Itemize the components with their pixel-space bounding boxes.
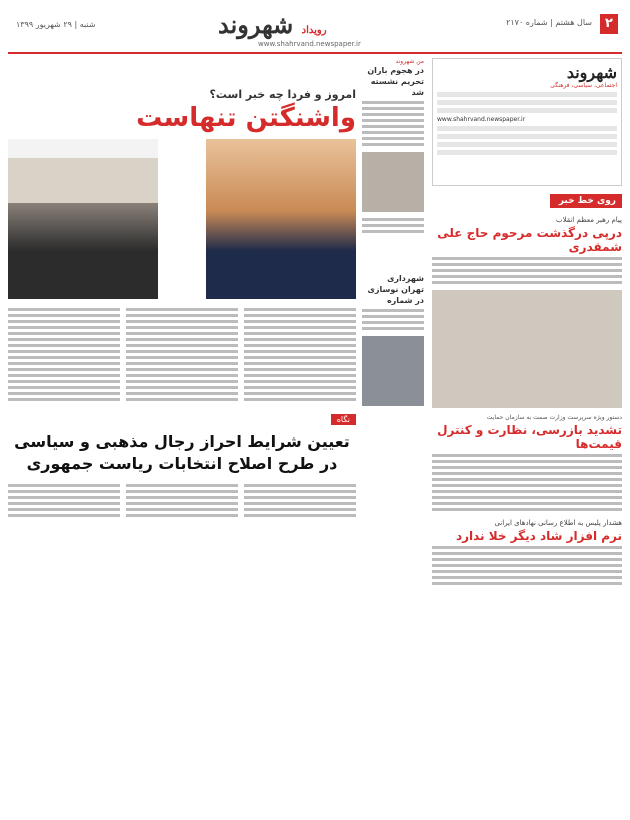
page-number: ۲ [600,14,618,34]
article1-headline[interactable]: درپی درگذشت مرحوم حاج علی شمقدری [437,226,622,254]
crowd-photo [362,152,424,212]
brand-logo [218,10,331,39]
nokteh-section [8,414,356,425]
main-article [8,58,356,808]
middle-box1-kicker: من شهروند [395,58,424,65]
section-label: روی خط خبر [550,194,622,208]
main-text-columns [8,305,356,404]
brand-name: شهروند [218,10,294,39]
trump-photo [206,139,356,299]
article1-kicker: پیام رهبر معظم انقلاب [556,216,622,224]
middle-box2-title[interactable]: شهرداری تهران نوسازی در شماره [367,274,424,305]
masthead-box [432,58,622,186]
brand-prefix: رویداد [301,25,327,36]
masthead-url[interactable]: www.shahrvand.newspaper.ir [437,116,526,123]
article2-headline[interactable]: تشدید بازرسی، نظارت و کنترل قیمت‌ها [437,423,622,451]
rouhani-photo [8,139,158,299]
main-title[interactable]: واشنگتن تنهاست [136,103,356,133]
leaders-photos [8,139,356,299]
official-photo [362,336,424,406]
article3-headline[interactable]: نرم افزار شاد دیگر خلا ندارد [455,529,622,543]
masthead-logo: شهروند [566,63,617,82]
issue-info: سال هشتم | شماره ۲۱۷۰ [506,18,592,27]
bottom-headline[interactable]: تعیین شرایط احراز رجال مذهبی و سیاسی در طرح اصلاح انتخابات ریاست جمهوری [14,432,350,473]
bottom-text-columns [8,481,356,520]
cleric-photo [432,290,622,408]
masthead-subtitle: اجتماعی، سیاسی، فرهنگی [550,82,617,89]
page-header [8,8,622,54]
middle-column [362,58,424,808]
article3-kicker: هشدار پلیس به اطلاع رسانی نهادهای ایرانی [494,519,622,527]
photo-caption: دستور ویژه سرپرست وزارت صمت به سازمان حمایت [486,414,622,421]
issue-date: شنبه | ۲۹ شهریور ۱۳۹۹ [16,20,96,29]
middle-box1-title[interactable]: در هجوم باران تحریم نشسته شد [367,66,424,97]
site-url[interactable]: www.shahrvand.newspaper.ir [258,40,361,48]
main-kicker: امروز و فردا چه خبر است؟ [209,88,356,101]
right-column [432,58,622,808]
nokteh-tag: نگاه [331,414,356,425]
